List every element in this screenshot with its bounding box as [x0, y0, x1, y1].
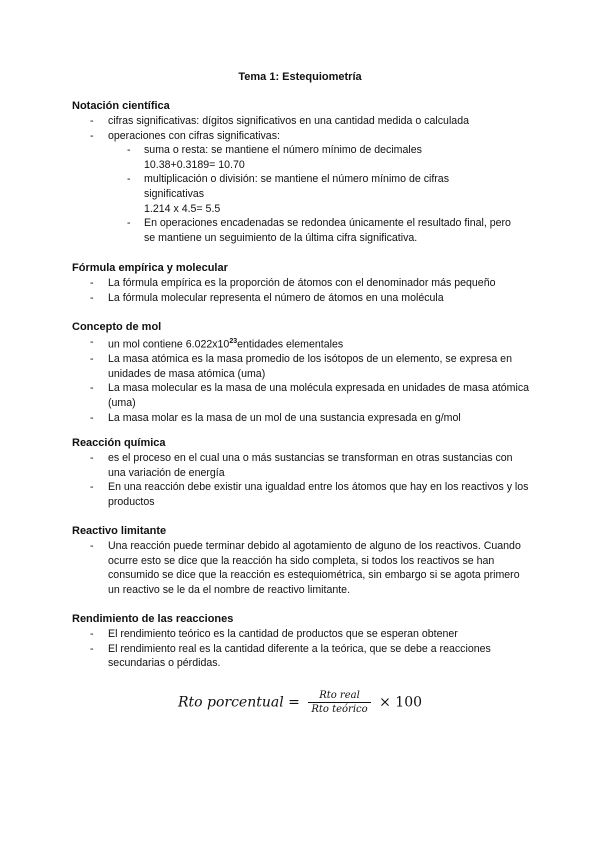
list-item: - Una reacción puede terminar debido al agotamiento de alguno de los reactivos. Cuando ocurre esto se dice que la reacción ha sido completa, si todos los reactivos se han consumido se dice que la reacción es estequiométrica, sin embargo si se agota primero un reactivo se le da el nombre de reactivo limitante.: [72, 539, 532, 597]
list-item: - La masa molecular es la masa de una molécula expresada en unidades de masa atómica (uma): [72, 381, 532, 410]
list-item: - La masa atómica es la masa promedio de los isótopos de un elemento, se expresa en unidades de masa atómica (uma): [72, 352, 532, 381]
section-notacion-cientifica: [72, 100, 532, 245]
sub-list-item: - suma o resta: se mantiene el número mínimo de decimales 10.38+0.3189= 10.70: [72, 143, 532, 172]
list-item: - El rendimiento teórico es la cantidad de productos que se esperan obtener: [72, 627, 532, 642]
sub-list-item: - En operaciones encadenadas se redondea únicamente el resultado final, pero se mantiene un seguimiento de la última cifra significativa.: [72, 216, 532, 245]
formula-times: ×: [379, 694, 391, 711]
list-item: - La masa molar es la masa de un mol de una sustancia expresada en g/mol: [72, 411, 532, 426]
exponent: 23: [229, 338, 238, 345]
section-heading: Rendimiento de las reacciones: [72, 613, 234, 625]
section-heading: Concepto de mol: [72, 321, 162, 333]
section-reaccion-quimica: [72, 437, 532, 509]
list-item: - cifras significativas: dígitos significativos en una cantidad medida o calculada: [72, 114, 532, 129]
formula-numerator: Rto real: [308, 690, 370, 703]
list-item: - La fórmula molecular representa el número de átomos en una molécula: [72, 291, 532, 306]
list-item: - un mol contiene $6.022x10^{23}entidades$ elementales: [72, 335, 532, 352]
example-calculation: 1.214 x 4.5= 5.5: [144, 202, 221, 215]
section-heading: Reacción química: [72, 437, 166, 449]
formula-factor: 100: [395, 694, 423, 711]
section-heading: Fórmula empírica y molecular: [72, 262, 228, 274]
formula-fraction: [308, 690, 370, 715]
formula-denominator: Rto teórico: [311, 704, 368, 715]
percent-yield-formula: [0, 690, 600, 715]
section-heading: Reactivo limitante: [72, 525, 167, 537]
list-item: - El rendimiento real es la cantidad diferente a la teórica, que se debe a reacciones secundarias o pérdidas.: [72, 642, 532, 671]
section-rendimiento: [72, 613, 532, 671]
section-formula-empirica: [72, 262, 532, 305]
section-heading: Notación científica: [72, 100, 170, 112]
sub-list-item: - multiplicación o división: se mantiene el número mínimo de cifras significativas 1.214 x 4.5= 5.5: [72, 172, 532, 216]
list-item: - La fórmula empírica es la proporción de átomos con el denominador más pequeño: [72, 276, 532, 291]
formula-equals: =: [288, 694, 300, 711]
section-reactivo-limitante: [72, 525, 532, 597]
example-calculation: 10.38+0.3189= 10.70: [144, 158, 245, 171]
document-title: Tema 1: Estequiometría: [238, 71, 362, 83]
list-item: - es el proceso en el cual una o más sustancias se transforman en otras sustancias con una variación de energía: [72, 451, 532, 480]
list-item: - operaciones con cifras significativas: - suma o resta: se mantiene el número mínimo de decimales 10.38+0.3189= 10.70 - multiplicación o división: se mantiene el número mínimo de cifras significativas 1.214 x 4.5= 5.5 - En operaciones encadenadas se redondea únicamente el resultado final, pero se mantiene un seguimiento de la última cifra significativa.: [72, 129, 532, 246]
list-item: - En una reacción debe existir una igualdad entre los átomos que hay en los reactivos y los productos: [72, 480, 532, 509]
section-concepto-mol: [72, 321, 532, 425]
formula-lhs: Rto porcentual: [177, 694, 284, 711]
